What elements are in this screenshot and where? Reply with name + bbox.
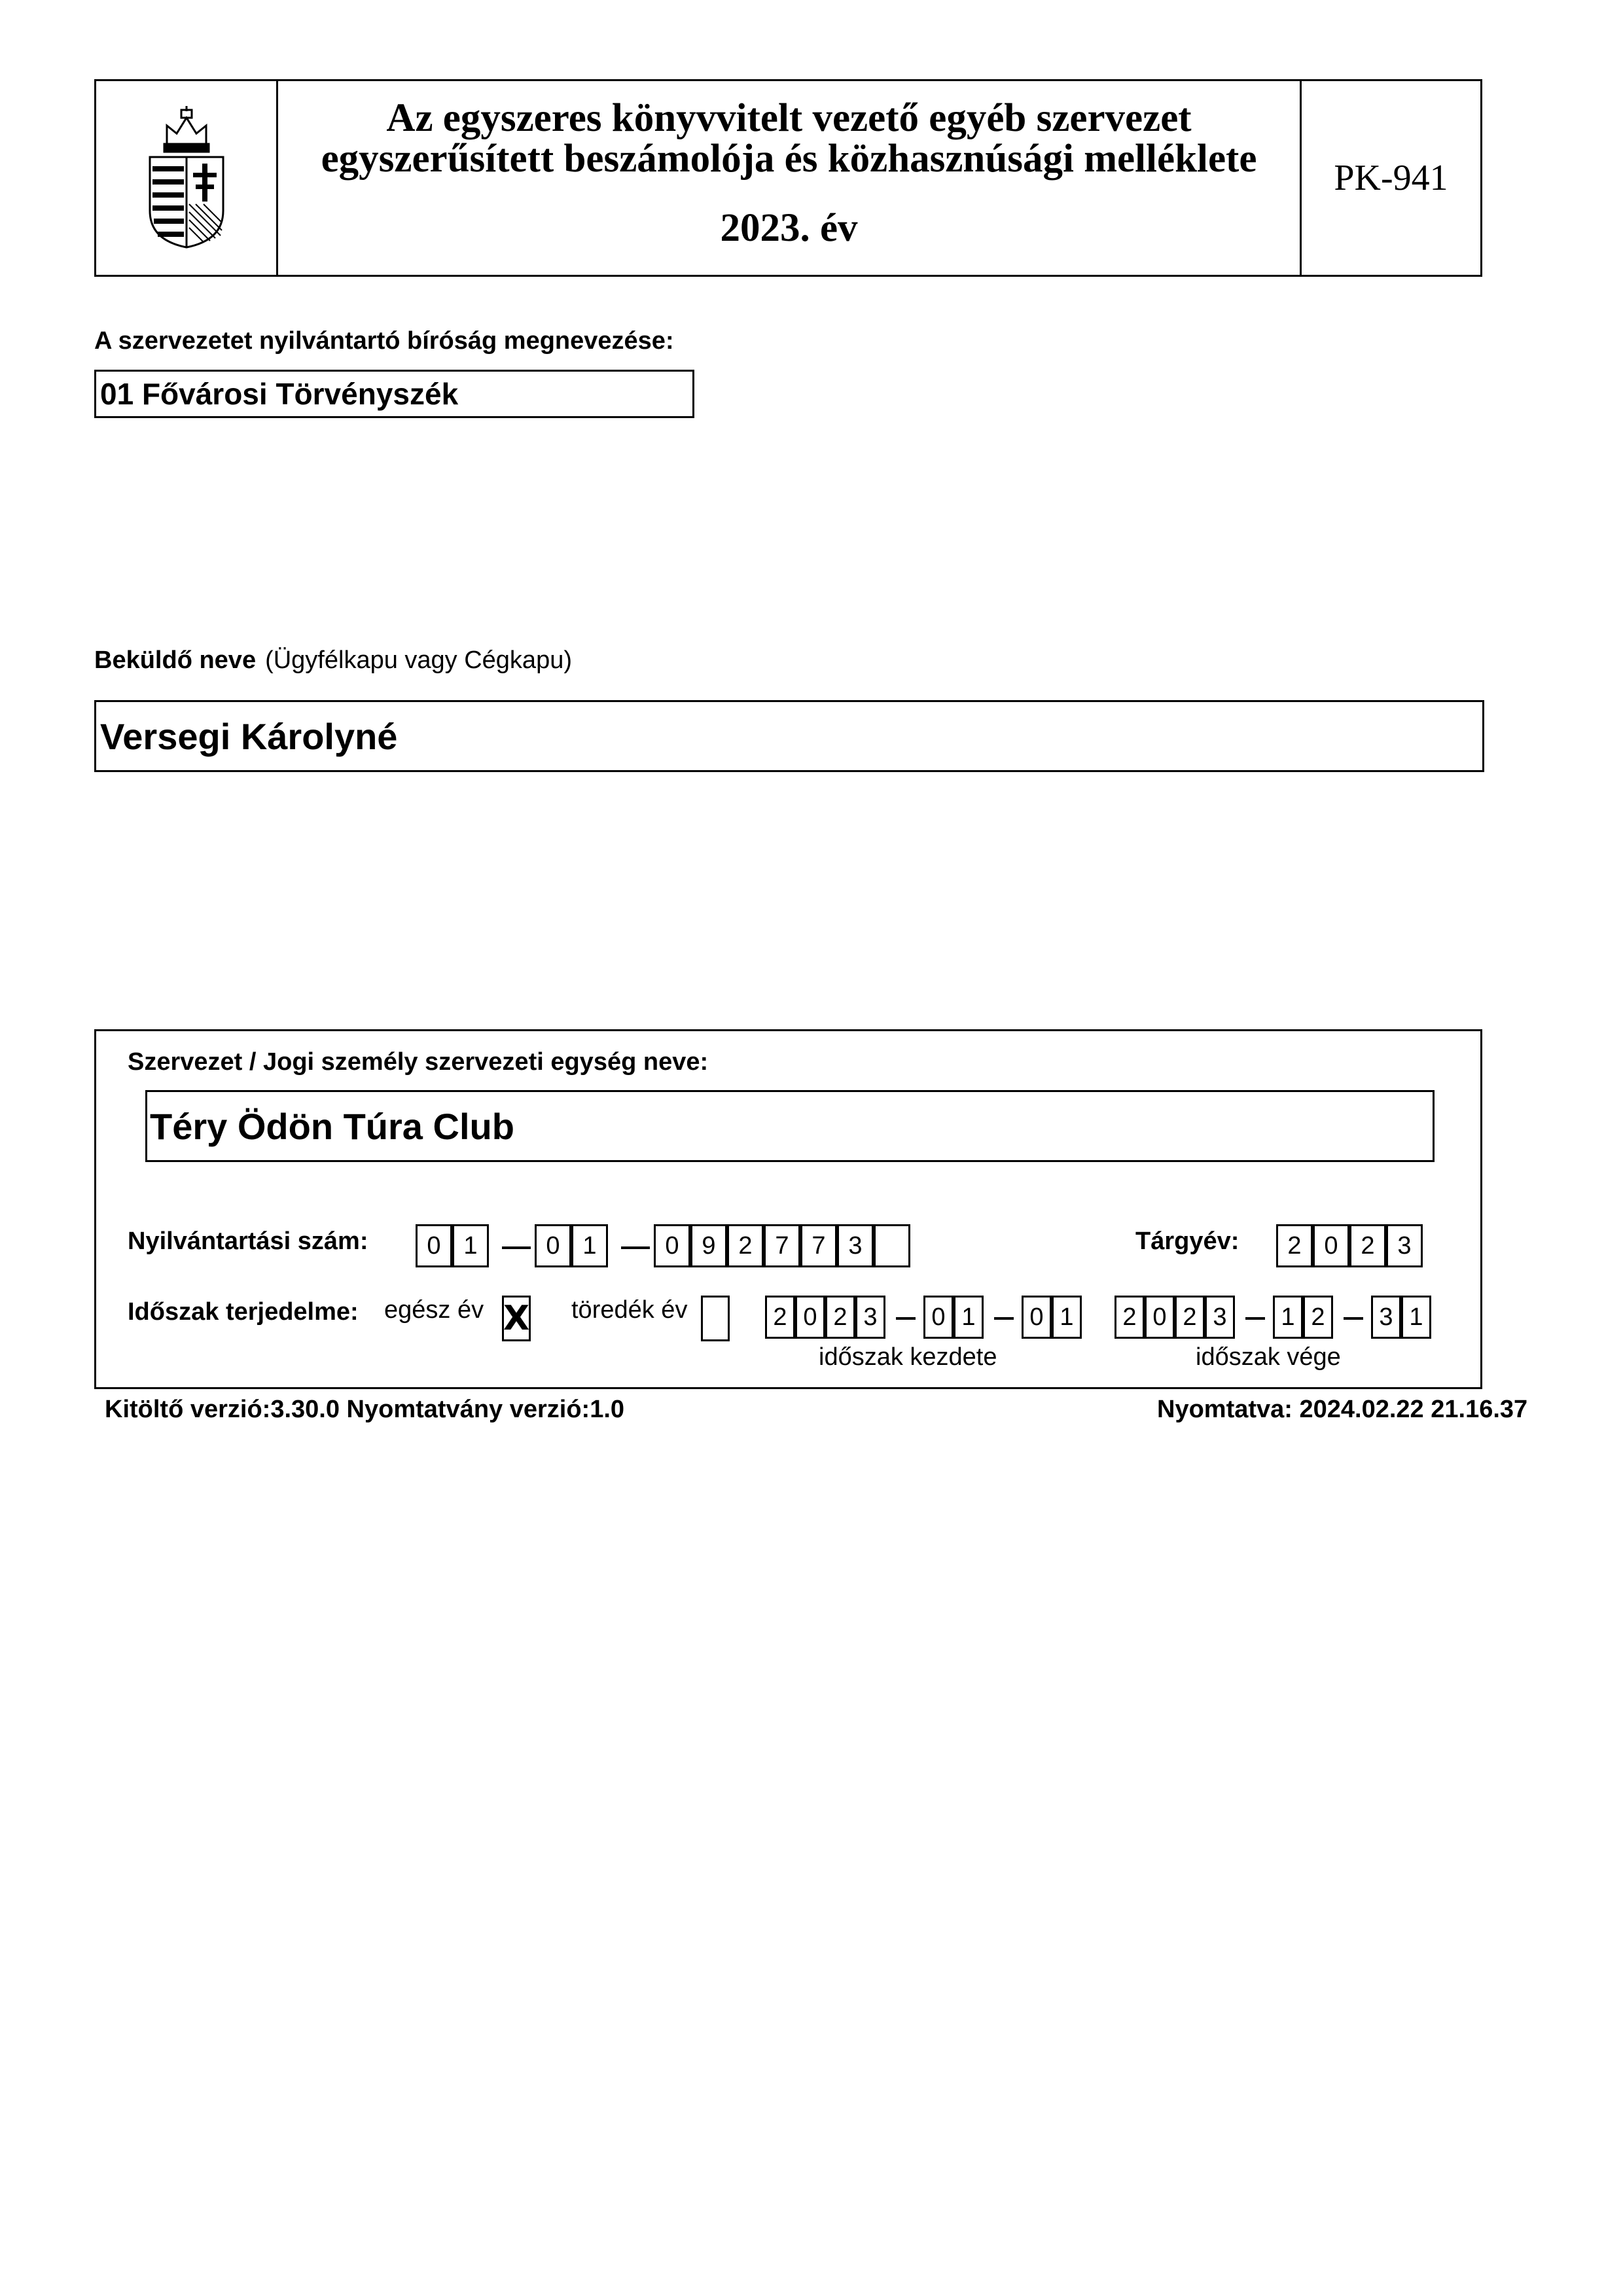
crest-cell <box>96 81 278 275</box>
whole-year-label: egész év <box>384 1296 484 1324</box>
sender-label <box>94 646 572 675</box>
registry-digit-cell[interactable]: 7 <box>800 1224 837 1267</box>
subject-year-digit-cell[interactable]: 0 <box>1313 1224 1349 1267</box>
date-separator <box>896 1317 916 1320</box>
period-end-digit-cell[interactable]: 2 <box>1175 1296 1205 1339</box>
period-end-digit-cell[interactable]: 0 <box>1145 1296 1175 1339</box>
registry-digit-cell[interactable]: 3 <box>837 1224 874 1267</box>
period-end-digit-cell[interactable]: 1 <box>1273 1296 1303 1339</box>
registry-digit-cell[interactable]: 2 <box>727 1224 764 1267</box>
registry-digit-cell[interactable] <box>874 1224 910 1267</box>
title-line-2: egyszerűsített beszámolója és közhasznúsági melléklete <box>321 137 1257 181</box>
court-field[interactable]: 01 Fővárosi Törvényszék <box>94 370 694 418</box>
date-separator <box>994 1317 1014 1320</box>
subject-year-digit-cell[interactable]: 2 <box>1276 1224 1313 1267</box>
registry-separator <box>621 1246 650 1249</box>
registry-digit-cell[interactable]: 9 <box>690 1224 727 1267</box>
court-label: A szervezetet nyilvántartó bíróság megnevezése: <box>94 327 674 355</box>
period-end-digit-cell[interactable]: 2 <box>1115 1296 1145 1339</box>
sender-label-text: Beküldő neve <box>94 646 257 674</box>
period-start-digit-cell[interactable]: 1 <box>1052 1296 1082 1339</box>
hungarian-coat-of-arms-icon <box>141 106 232 250</box>
period-start-label: időszak kezdete <box>819 1343 997 1371</box>
registry-digit-cell[interactable]: 0 <box>654 1224 690 1267</box>
period-end-digit-cell[interactable]: 2 <box>1303 1296 1333 1339</box>
date-separator <box>1245 1317 1265 1320</box>
period-end-digit-cell[interactable]: 3 <box>1371 1296 1401 1339</box>
period-start-digit-cell[interactable]: 2 <box>765 1296 795 1339</box>
period-start-digit-cell[interactable]: 0 <box>1022 1296 1052 1339</box>
registry-separator <box>502 1246 531 1249</box>
whole-year-checkbox[interactable]: X <box>502 1296 531 1341</box>
period-label: Időszak terjedelme: <box>128 1298 359 1326</box>
period-end-digit-cell[interactable]: 3 <box>1205 1296 1235 1339</box>
title-year: 2023. év <box>720 206 858 250</box>
form-code: PK-941 <box>1334 158 1448 198</box>
registry-digit-cell[interactable]: 1 <box>452 1224 489 1267</box>
period-end-label: időszak vége <box>1196 1343 1341 1371</box>
period-end-digit-cell[interactable]: 1 <box>1401 1296 1431 1339</box>
registry-digit-cell[interactable]: 1 <box>571 1224 608 1267</box>
print-timestamp: Nyomtatva: 2024.02.22 21.16.37 <box>1157 1396 1528 1423</box>
subject-year-label: Tárgyév: <box>1135 1227 1240 1255</box>
period-start-digit-cell[interactable]: 0 <box>923 1296 954 1339</box>
title-line-1: Az egyszeres könyvvitelt vezető egyéb szervezet <box>386 96 1192 140</box>
registry-number-label: Nyilvántartási szám: <box>128 1227 368 1255</box>
partial-year-label: töredék év <box>571 1296 688 1324</box>
partial-year-checkbox[interactable] <box>701 1296 730 1341</box>
form-header <box>94 79 1482 277</box>
registry-digit-cell[interactable]: 0 <box>535 1224 571 1267</box>
sender-name-field[interactable]: Versegi Károlyné <box>94 700 1484 772</box>
version-info: Kitöltő verzió:3.30.0 Nyomtatvány verzió:1.0 <box>105 1396 625 1423</box>
sender-note: (Ügyfélkapu vagy Cégkapu) <box>265 646 572 674</box>
period-start-digit-cell[interactable]: 1 <box>954 1296 984 1339</box>
period-start-digit-cell[interactable]: 2 <box>825 1296 855 1339</box>
organization-label: Szervezet / Jogi személy szervezeti egység neve: <box>128 1048 709 1076</box>
period-start-digit-cell[interactable]: 0 <box>795 1296 825 1339</box>
registry-digit-cell[interactable]: 0 <box>416 1224 452 1267</box>
form-title <box>278 81 1302 275</box>
subject-year-digit-cell[interactable]: 2 <box>1349 1224 1386 1267</box>
date-separator <box>1344 1317 1363 1320</box>
subject-year-digit-cell[interactable]: 3 <box>1386 1224 1423 1267</box>
organization-section <box>94 1029 1482 1389</box>
registry-digit-cell[interactable]: 7 <box>764 1224 800 1267</box>
period-start-digit-cell[interactable]: 3 <box>855 1296 885 1339</box>
organization-name-field[interactable]: Téry Ödön Túra Club <box>145 1090 1435 1162</box>
